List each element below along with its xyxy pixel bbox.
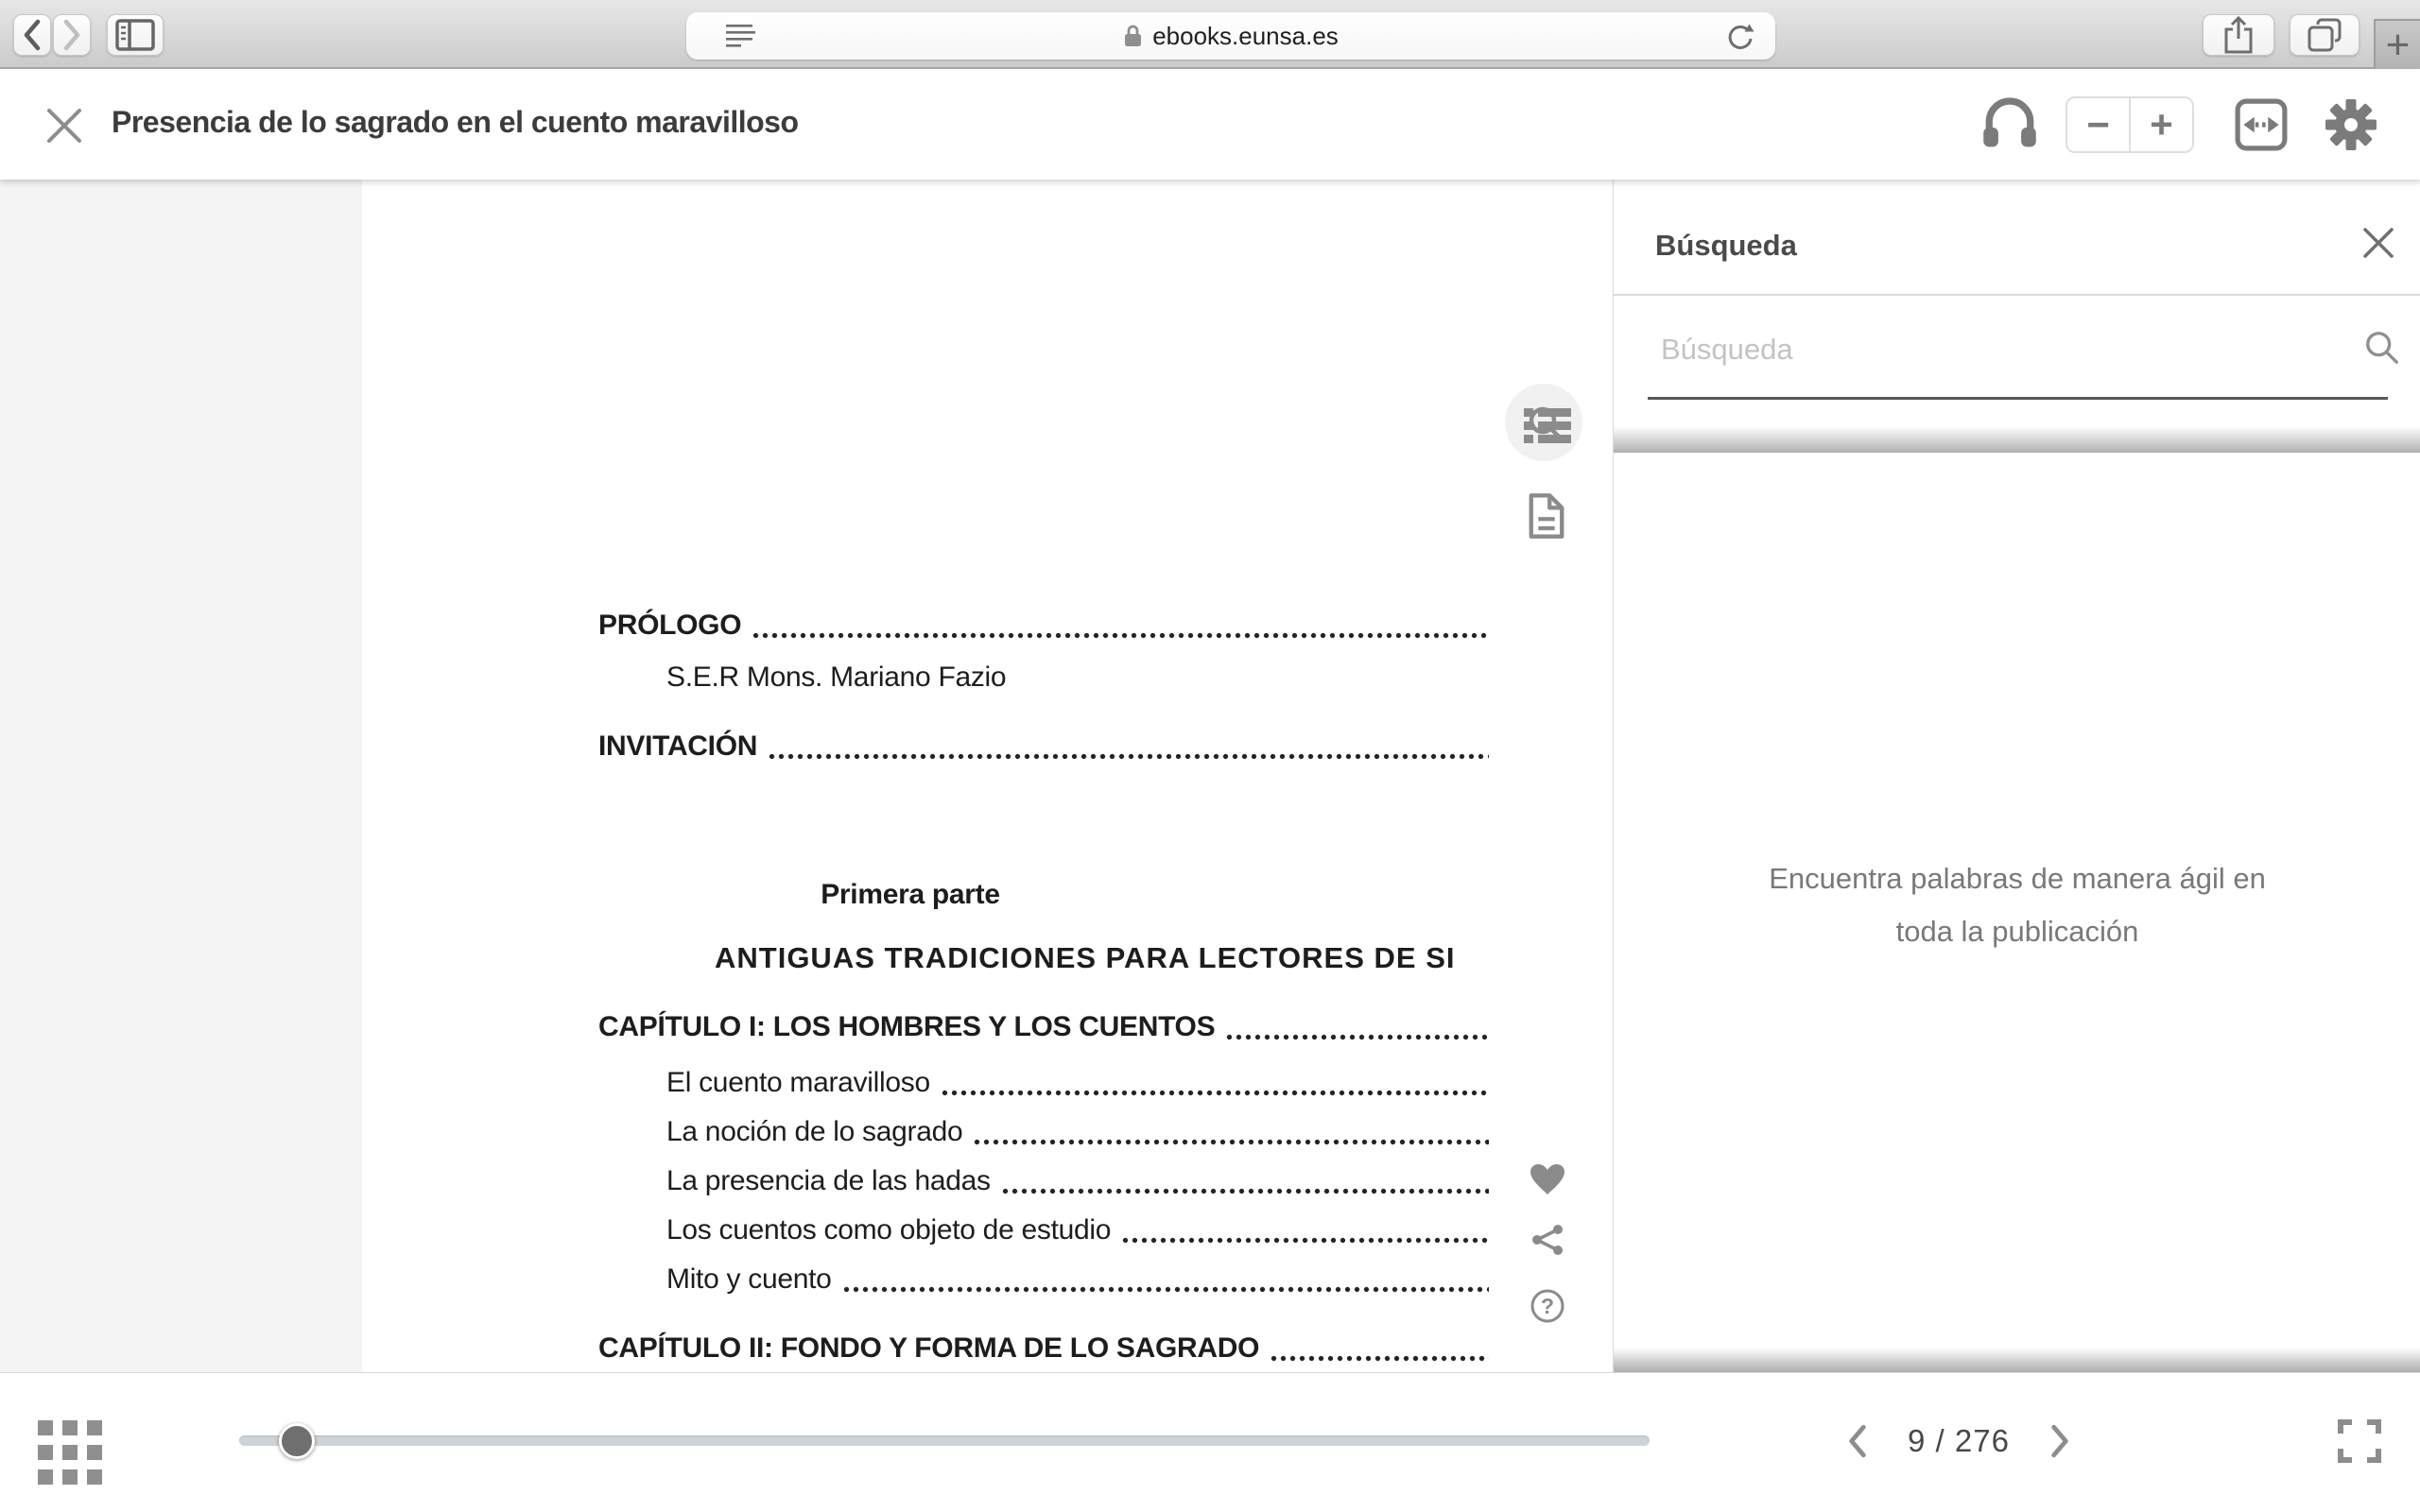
search-input[interactable] xyxy=(1661,327,2323,372)
toc-entry[interactable] xyxy=(598,1065,1489,1100)
toc-dotted-leader xyxy=(752,632,1489,639)
toc-entry[interactable] xyxy=(598,660,1489,695)
page-slider[interactable] xyxy=(239,1422,1650,1460)
search-panel-title: Búsqueda xyxy=(1655,229,1797,262)
page-indicator[interactable]: 9 / 276 xyxy=(1908,1423,2010,1458)
reload-icon[interactable] xyxy=(1726,23,1754,53)
back-icon xyxy=(19,17,45,53)
toc-entry[interactable] xyxy=(598,1163,1489,1198)
book-title: Presencia de lo sagrado en el cuento maravilloso xyxy=(112,105,799,139)
toc-entry[interactable] xyxy=(598,1009,1489,1044)
search-panel xyxy=(1613,180,2420,1372)
prev-page-icon[interactable] xyxy=(1845,1423,1870,1459)
url-text: ebooks.eunsa.es xyxy=(1152,21,1339,50)
page-navigation xyxy=(1845,1417,2072,1466)
magnifier-icon[interactable] xyxy=(2363,329,2401,367)
browser-share-button[interactable] xyxy=(2203,14,2274,56)
zoom-controls xyxy=(2066,96,2194,153)
toc-entry[interactable] xyxy=(598,1212,1489,1247)
toc-entry[interactable] xyxy=(598,608,1489,643)
toc-entry-label: INVITACIÓN xyxy=(598,730,758,762)
share-alt-icon[interactable] xyxy=(1530,1223,1564,1257)
search-empty-message: Encuentra palabras de manera ágil en toda la publicación xyxy=(1769,862,2266,948)
toc-dotted-leader xyxy=(1122,1237,1489,1244)
thumbnail-grid-icon[interactable] xyxy=(38,1420,102,1485)
zoom-out-icon: − xyxy=(2086,102,2110,146)
toc-entry[interactable] xyxy=(598,877,1222,912)
reader-header xyxy=(0,71,2420,180)
page-icon[interactable] xyxy=(1526,491,1567,541)
toc-entry-label: ANTIGUAS TRADICIONES PARA LECTORES DE SI xyxy=(715,941,1456,974)
heart-icon[interactable] xyxy=(1529,1162,1566,1196)
toc-entry-label: La noción de lo sagrado xyxy=(666,1116,963,1147)
toc-dotted-leader xyxy=(1226,1034,1489,1040)
toc-entry-label: La presencia de las hadas xyxy=(666,1165,991,1196)
toc-entry[interactable] xyxy=(598,729,1489,764)
search-input-underline xyxy=(1648,397,2388,400)
search-icon[interactable] xyxy=(1527,404,1566,444)
help-icon[interactable] xyxy=(1529,1287,1566,1325)
share-icon xyxy=(2222,15,2255,55)
toc-entry-label: PRÓLOGO xyxy=(598,610,742,641)
fullscreen-icon[interactable] xyxy=(2337,1418,2382,1464)
forward-icon xyxy=(59,17,85,53)
close-icon[interactable] xyxy=(43,105,85,146)
toc-entry-label: S.E.R Mons. Mariano Fazio xyxy=(666,662,1007,693)
sidebar-icon xyxy=(115,19,155,51)
lock-icon xyxy=(1123,24,1143,48)
toc-dotted-leader xyxy=(974,1139,1489,1145)
new-tab-plus-icon: + xyxy=(2385,21,2411,68)
toc-dotted-leader xyxy=(843,1286,1489,1293)
toc-dotted-leader xyxy=(769,753,1489,760)
headphones-icon[interactable] xyxy=(1982,95,2037,150)
search-close-icon[interactable] xyxy=(2360,225,2396,261)
browser-tabs-button[interactable] xyxy=(2290,14,2360,56)
browser-toolbar xyxy=(0,0,2420,69)
gear-icon[interactable] xyxy=(2324,97,2378,152)
toc-dotted-leader xyxy=(1002,1188,1489,1194)
page-slider-track[interactable] xyxy=(239,1435,1650,1446)
browser-sidebar-button[interactable] xyxy=(107,14,164,56)
browser-back-button[interactable] xyxy=(13,14,51,56)
page-width-icon[interactable] xyxy=(2235,98,2288,151)
toc-entry-label: CAPÍTULO II: FONDO Y FORMA DE LO SAGRADO xyxy=(598,1332,1260,1364)
new-tab-button[interactable] xyxy=(2374,19,2420,69)
svg-text:?: ? xyxy=(1540,1294,1555,1318)
reader-lines-icon[interactable] xyxy=(726,25,758,49)
toc-dotted-leader xyxy=(1270,1355,1489,1362)
scroll-shadow-bottom xyxy=(1614,1348,2420,1372)
zoom-in-button[interactable] xyxy=(2131,98,2192,151)
zoom-out-button[interactable] xyxy=(2067,98,2131,151)
search-panel-divider xyxy=(1614,294,2420,296)
toc-entry-label: CAPÍTULO I: LOS HOMBRES Y LOS CUENTOS xyxy=(598,1011,1216,1042)
reader-content xyxy=(0,180,2420,1372)
page-slider-thumb[interactable] xyxy=(279,1423,315,1459)
toc-entry-label: Mito y cuento xyxy=(666,1263,832,1295)
toc-entry-label: El cuento maravilloso xyxy=(666,1067,930,1098)
page-margin xyxy=(0,180,362,1372)
tabs-icon xyxy=(2306,16,2343,54)
address-bar[interactable] xyxy=(686,12,1775,60)
bottom-bar xyxy=(0,1372,2420,1512)
next-page-icon[interactable] xyxy=(2048,1423,2072,1459)
toc-dotted-leader xyxy=(942,1090,1489,1096)
toc-entry[interactable] xyxy=(598,940,1489,975)
toc-entry[interactable] xyxy=(598,1262,1489,1297)
toc-entry-label: Primera parte xyxy=(821,879,1000,910)
zoom-in-icon: + xyxy=(2150,102,2173,146)
browser-forward-button[interactable] xyxy=(53,14,91,56)
toc-entry[interactable] xyxy=(598,1114,1489,1149)
toc-entry[interactable] xyxy=(598,1331,1489,1366)
toc-entry-label: Los cuentos como objeto de estudio xyxy=(666,1214,1112,1246)
scroll-shadow-top xyxy=(1614,426,2420,453)
toc-list xyxy=(598,608,1489,1373)
